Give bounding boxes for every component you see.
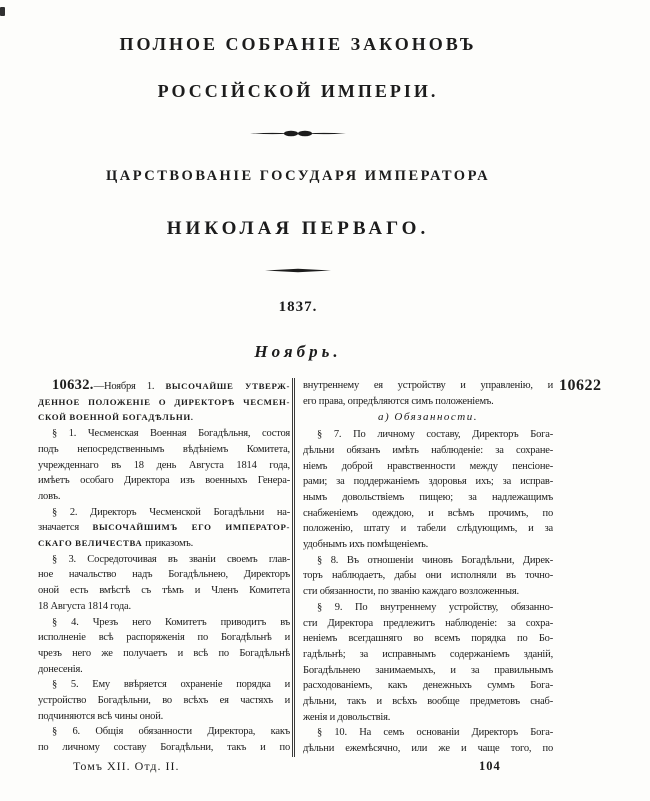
text-line: дѣльни, такъ и всѣхъ вообще предметовъ снаб- (303, 696, 553, 708)
text-line: § 9. По внутреннему устройству, обязанно- (317, 601, 553, 613)
text-line: неніемъ всегдашняго во всемъ порядка по Бо- (303, 633, 553, 645)
text-line: донесенія. (38, 663, 83, 675)
text-line: ДЕННОЕ ПОЛОЖЕНІЕ О ДИРЕКТОРѢ ЧЕСМЕН- (38, 396, 290, 407)
text-line: § 7. По личному составу, Директоръ Бога- (317, 429, 553, 441)
text-line: Богадѣльнею занимаемыхъ, и за правильнымъ (303, 664, 553, 676)
page-header (18, 0, 578, 363)
text-line: внутреннему ея устройству и управленію, и (303, 380, 553, 391)
text-line: § 8. Въ отношеніи чиновъ Богадѣльни, Дирек- (317, 554, 553, 566)
collection-title-line2: РОССІЙСКОЙ ИМПЕРІИ. (157, 81, 439, 101)
text-line: § 3. Сосредоточивая въ званіи своемъ глав- (52, 553, 290, 565)
text-line: § 5. Ему ввѣряется охраненіе порядка и (52, 679, 290, 691)
text-line: дѣльни ежемѣсячно, или же и чаще того, по (303, 743, 553, 755)
text-line: сти обязанности, по званію каждаго возложенныя. (303, 586, 519, 598)
page-number: 104 (479, 759, 501, 773)
text-line: СКОЙ ВОЕННОЙ БОГАДѢЛЬНИ. (38, 412, 194, 423)
text-line: подчиняются всѣ чины оной. (38, 710, 164, 722)
text-line: ніемъ доброй нравственности между пенсіоне- (303, 460, 553, 472)
column-left (38, 378, 290, 757)
reign-heading: ЦАРСТВОВАНІЕ ГОСУДАРЯ ИМПЕРАТОРА (105, 168, 491, 184)
two-column-text-block (0, 378, 650, 757)
text-line: нымъ довольствіемъ пищею; за надлежащимъ (303, 491, 553, 503)
text-line: значается ВЫСОЧАЙШИМЪ ЕГО ИМПЕРАТОР- (38, 522, 290, 534)
ornament-divider (18, 129, 578, 138)
text-line: § 4. Чрезъ него Комитетъ приводитъ въ (52, 616, 290, 628)
text-line: сти Директора предлежитъ наблюденіе: за сохра- (303, 617, 553, 629)
year-heading: 1837. (278, 299, 318, 315)
text-line: СКАГО ВЕЛИЧЕСТВА приказомъ. (38, 538, 194, 550)
text-line: § 10. На семъ основаніи Директоръ Бога- (317, 727, 553, 739)
text-line: § 2. Директоръ Чесменской Богадѣльни на- (52, 506, 290, 518)
collection-title-line1: ПОЛНОЕ СОБРАНІЕ ЗАКОНОВЪ (119, 34, 477, 54)
text-line: а) Обязанности. (377, 411, 478, 424)
text-line: его права, опредѣляются симъ положеніемъ. (303, 395, 494, 407)
text-line: подъ непосредственнымъ вѣдѣніемъ Комитета, (38, 443, 290, 455)
text-line: ное начальство надъ Богадѣльнею, Директоръ (38, 569, 290, 581)
text-line: 18 Августа 1814 года. (38, 600, 131, 612)
text-line: § 6. Общія обязанности Директора, какъ (52, 726, 290, 738)
text-line: чрезъ него же получаетъ и всѣ по Богадѣльнѣ (38, 647, 290, 659)
text-line: исполненіе всѣ распоряженія по Богадѣльнѣ и (38, 632, 290, 644)
text-line: дѣльни обязанъ имѣть наблюденіе: за сохране- (303, 444, 553, 456)
text-line: рами; за поддержаніемъ здоровья ихъ; за исправ- (303, 476, 553, 488)
text-line: имѣетъ особаго Директора изъ военныхъ Генера- (38, 475, 290, 487)
text-line: положенію, штату и табели слѣдующимъ, и за (303, 523, 553, 535)
text-line: устройство Богадѣльни, во всѣхъ ея частяхъ и (38, 695, 290, 707)
text-line: расходованіемъ, какъ денежныхъ суммъ Бога- (303, 680, 553, 692)
emperor-name-heading: НИКОЛАЯ ПЕРВАГО. (166, 218, 430, 239)
text-line: учрежденнаго въ 18 день Августа 1814 года, (38, 459, 290, 471)
scan-artifact (0, 7, 5, 16)
volume-signature: Томъ XII. Отд. II. (73, 759, 180, 773)
text-line: женія и довольствія. (303, 711, 391, 723)
month-heading: Ноябрь. (254, 342, 342, 361)
tapered-rule-divider (18, 267, 578, 274)
margin-act-number: 10622 (559, 377, 602, 394)
text-line: ловъ. (38, 490, 61, 502)
column-right (303, 378, 553, 757)
column-divider-rule (292, 378, 295, 757)
text-line: торъ наблюдаетъ, дабы они исполняли въ точно- (303, 570, 553, 582)
text-line: § 1. Чесменская Военная Богадѣльня, состоя (52, 428, 290, 440)
text-line: по личному составу Богадѣльни, такъ и по (38, 742, 290, 754)
text-line: удобнымъ ихъ помѣщеніемъ. (303, 539, 429, 551)
text-line: оной есть вмѣстѣ съ тѣмъ и Членъ Комитета (38, 585, 290, 597)
text-line: снабженіемъ одеждою, и всѣмъ прочимъ, по (303, 507, 553, 519)
text-line: гадѣльнѣ; за исправнымъ содержаніемъ зданій, (303, 648, 553, 660)
text-line: 10632.—Ноября 1. ВЫСОЧАЙШЕ УТВЕРЖ- (52, 377, 291, 393)
